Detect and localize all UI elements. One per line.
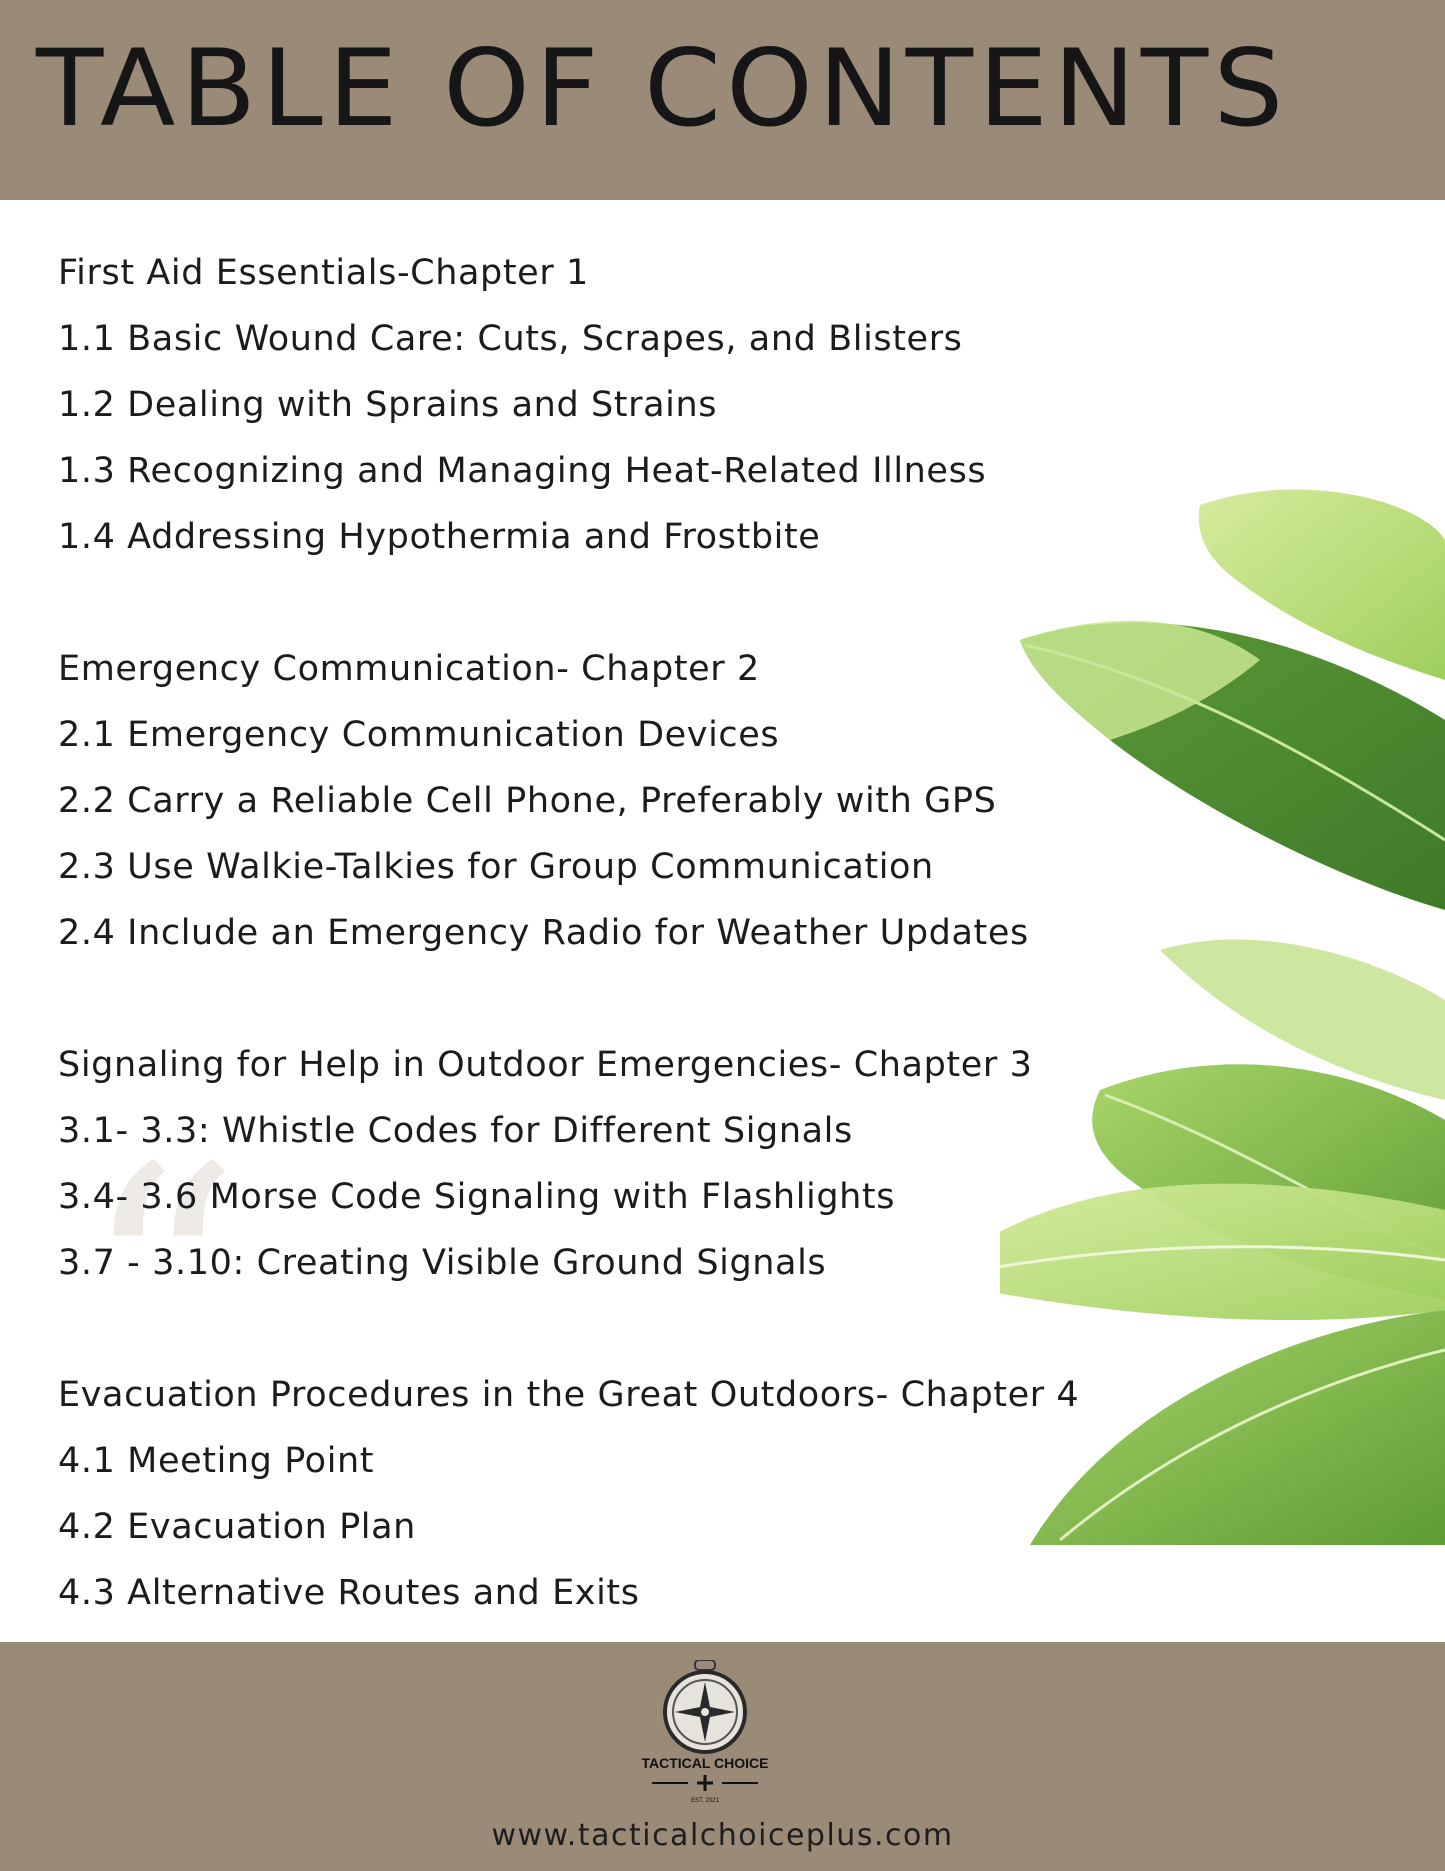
footer-band: [0, 1642, 1445, 1871]
toc-section-chapter-4: [58, 1362, 1158, 1626]
toc-item[interactable]: 2.4 Include an Emergency Radio for Weather Updates: [58, 913, 1029, 953]
toc-item[interactable]: 3.7 - 3.10: Creating Visible Ground Signals: [58, 1243, 827, 1283]
logo-est: EST. 2021: [691, 1798, 719, 1804]
toc-item[interactable]: 3.1- 3.3: Whistle Codes for Different Signals: [58, 1111, 853, 1151]
toc-item[interactable]: 1.2 Dealing with Sprains and Strains: [58, 385, 718, 425]
toc-list: [58, 240, 1158, 1692]
quote-mark-decoration: “: [82, 1102, 241, 1463]
toc-item[interactable]: 2.1 Emergency Communication Devices: [58, 715, 780, 755]
chapter-heading[interactable]: Evacuation Procedures in the Great Outdoors- Chapter 4: [58, 1375, 1080, 1415]
chapter-heading[interactable]: Signaling for Help in Outdoor Emergencies- Chapter 3: [58, 1045, 1033, 1085]
toc-section-chapter-3: [58, 1032, 1158, 1296]
toc-section-chapter-1: [58, 240, 1158, 570]
toc-item[interactable]: 2.2 Carry a Reliable Cell Phone, Preferably with GPS: [58, 781, 997, 821]
logo-name: TACTICAL CHOICE: [641, 1755, 769, 1771]
toc-item[interactable]: 2.3 Use Walkie-Talkies for Group Communication: [58, 847, 934, 887]
website-url[interactable]: www.tacticalchoiceplus.com: [491, 1818, 954, 1853]
chapter-heading[interactable]: Emergency Communication- Chapter 2: [58, 649, 760, 689]
toc-item[interactable]: 1.4 Addressing Hypothermia and Frostbite: [58, 517, 821, 557]
compass-logo-icon: [630, 1660, 780, 1810]
header-band: [0, 0, 1445, 200]
toc-item[interactable]: 4.2 Evacuation Plan: [58, 1507, 416, 1547]
toc-item[interactable]: 1.1 Basic Wound Care: Cuts, Scrapes, and Blisters: [58, 319, 963, 359]
toc-item[interactable]: 4.3 Alternative Routes and Exits: [58, 1573, 640, 1613]
toc-item[interactable]: 1.3 Recognizing and Managing Heat-Related Illness: [58, 451, 987, 491]
chapter-heading[interactable]: First Aid Essentials-Chapter 1: [58, 253, 589, 293]
toc-item[interactable]: 3.4- 3.6 Morse Code Signaling with Flashlights: [58, 1177, 896, 1217]
toc-section-chapter-2: [58, 636, 1158, 966]
page-title: TABLE OF CONTENTS: [36, 27, 1289, 150]
toc-item[interactable]: 4.1 Meeting Point: [58, 1441, 375, 1481]
